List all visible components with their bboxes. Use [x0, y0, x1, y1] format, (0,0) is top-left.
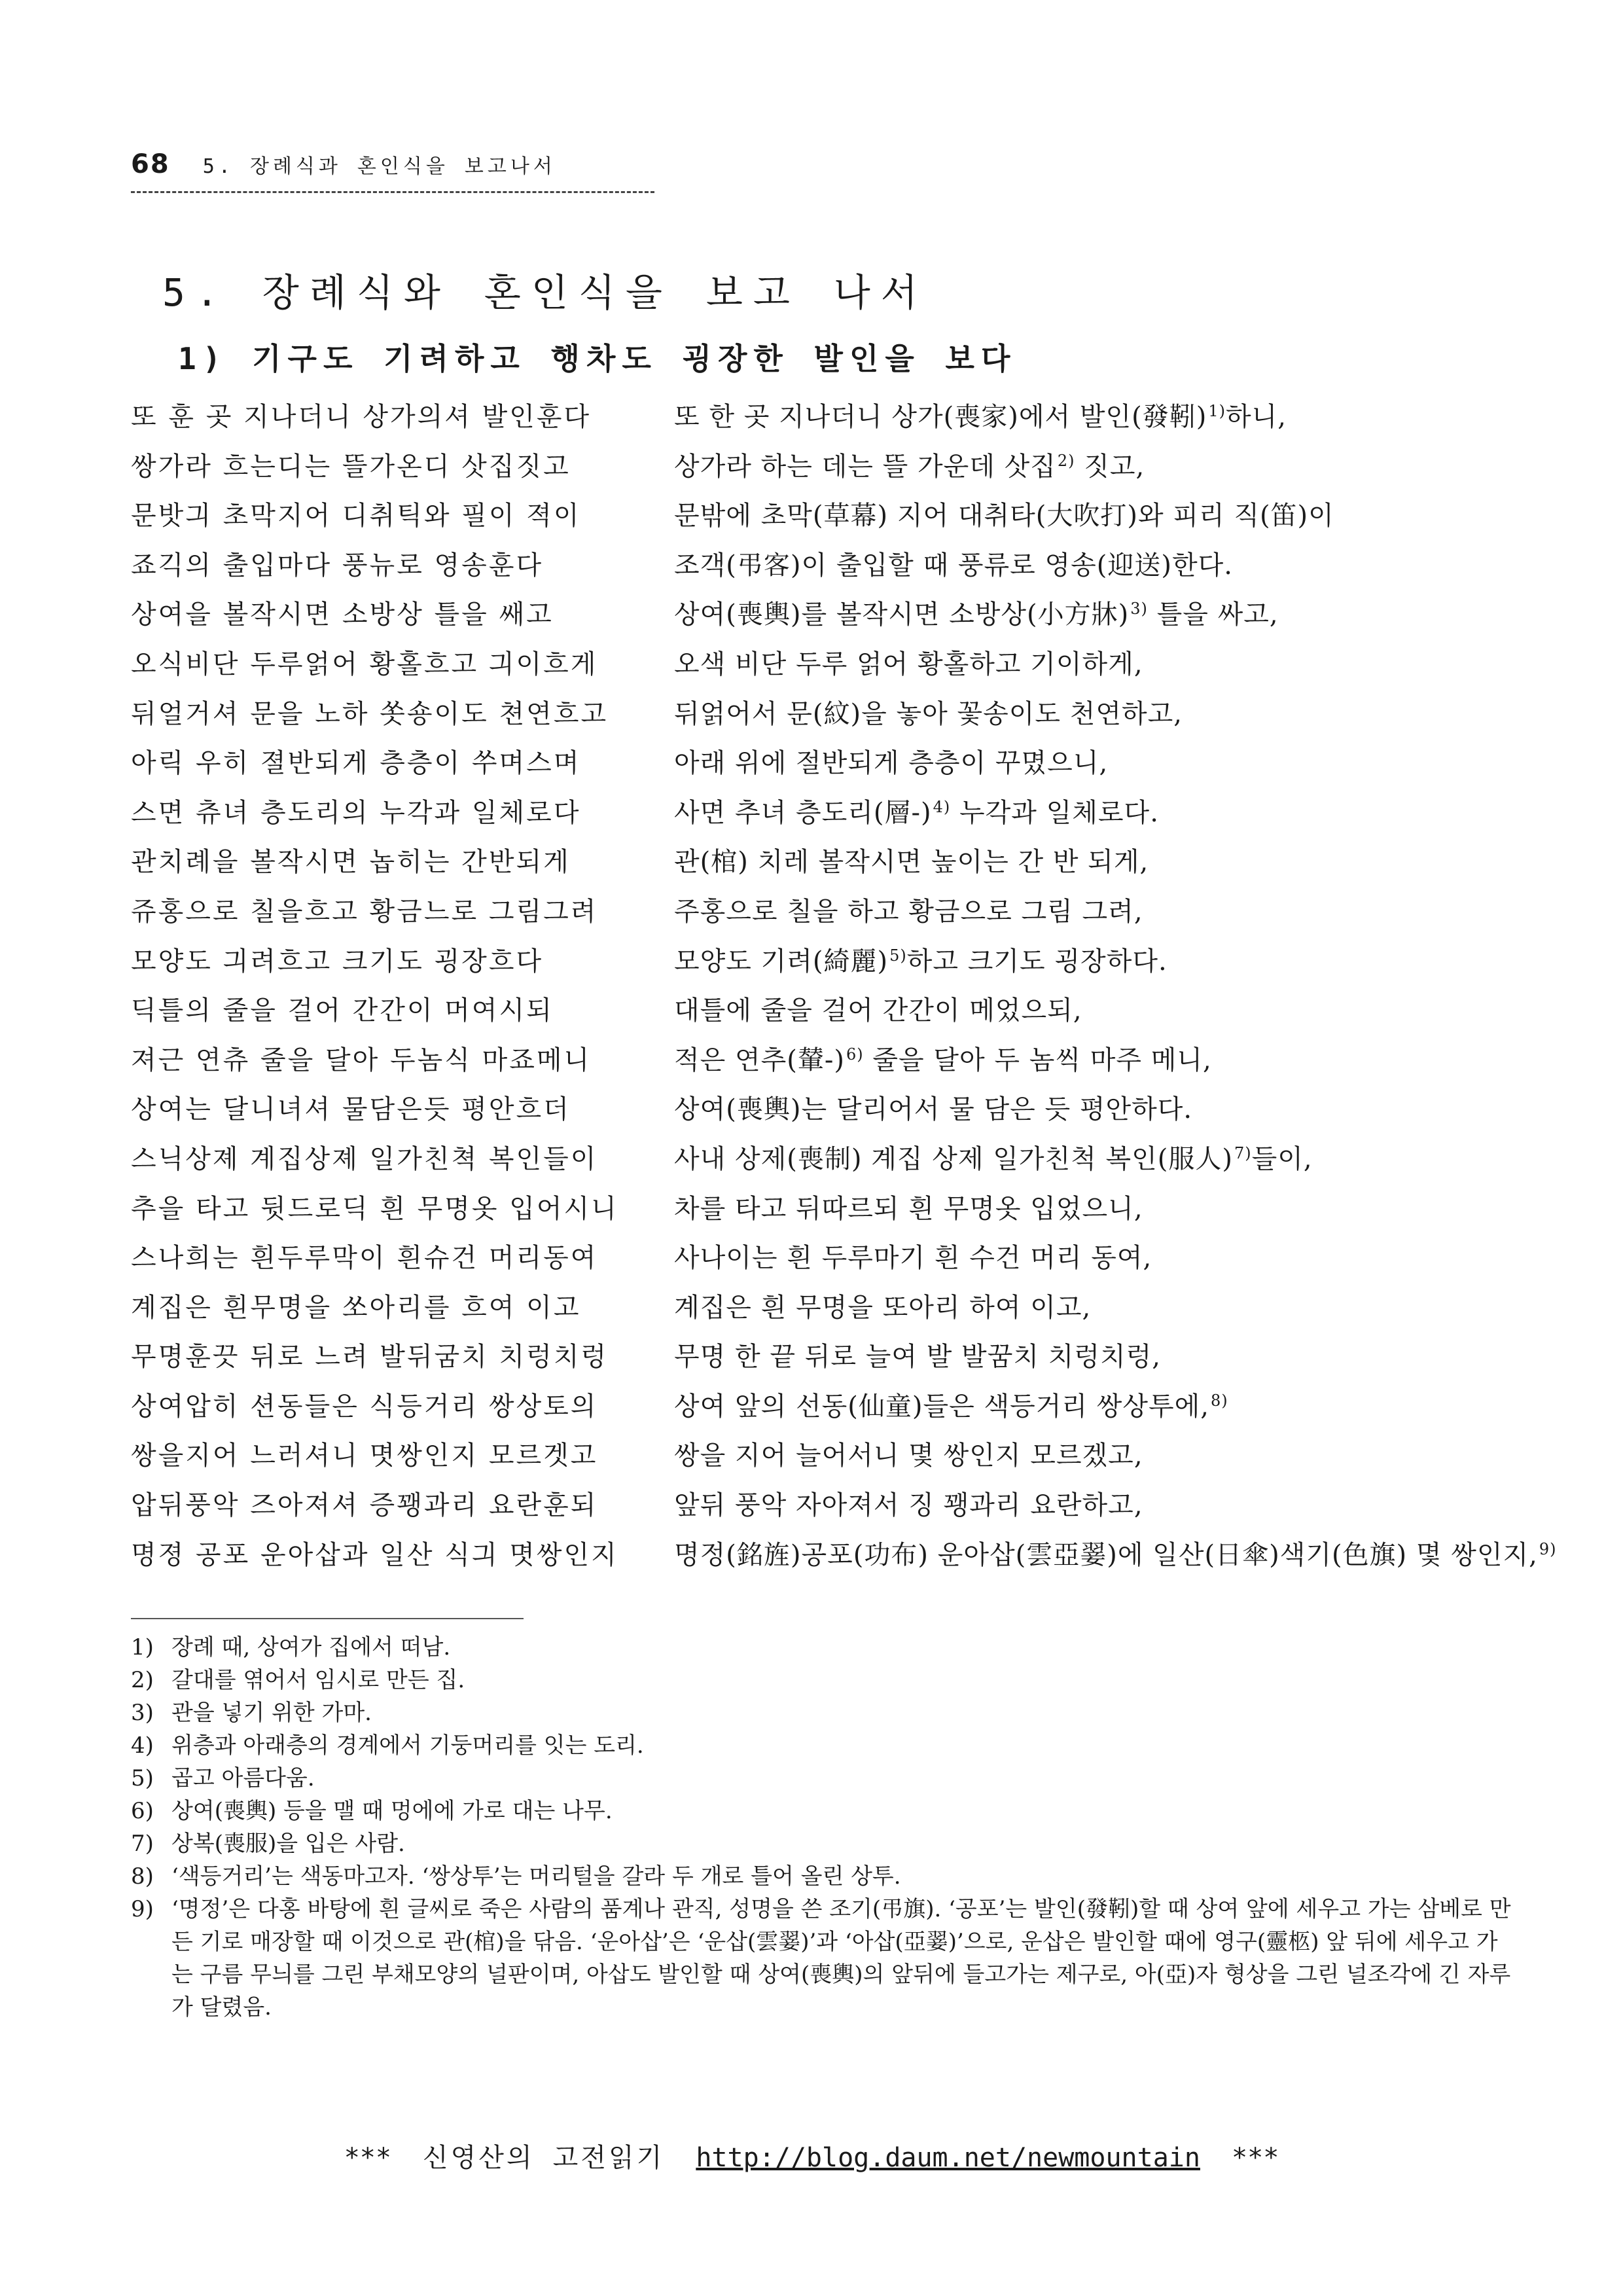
verse-original: 죠긱의 출입마다 풍뉴로 영송훈다 — [131, 550, 544, 581]
verse-modern-text: 대틀에 줄을 걸어 간간이 메었으되, — [674, 996, 1082, 1026]
page-number: 68 — [131, 149, 170, 179]
footnote-item — [131, 1696, 1512, 1729]
verse-modern — [674, 1135, 1313, 1185]
verse-modern-tail: 짓고, — [1075, 451, 1145, 482]
verse-row — [131, 1382, 1505, 1432]
verse-row — [131, 1283, 1505, 1333]
verse-modern-text: 무명 한 끝 뒤로 늘여 발 발꿈치 치렁치렁, — [674, 1342, 1161, 1372]
footnote-ref: 4) — [933, 797, 951, 816]
footnote-number: 7) — [131, 1831, 154, 1857]
page-footer — [0, 2137, 1623, 2174]
footnote-text: 곱고 아름다움. — [171, 1765, 315, 1791]
verse-row — [131, 541, 1505, 591]
verse-modern — [674, 1382, 1228, 1432]
verse-original: 스면 츄녀 층도리의 누각과 일체로다 — [131, 797, 581, 828]
verse-modern — [674, 1036, 1212, 1086]
verse-modern — [674, 1185, 1143, 1234]
footnote-number: 4) — [131, 1732, 154, 1759]
verse-original: 뒤얼거셔 문을 노하 쏫숑이도 쳔연흐고 — [131, 698, 609, 729]
verse-modern — [674, 541, 1233, 591]
verse-original: 아릭 우히 졀반되게 층층이 쑤며스며 — [131, 748, 581, 779]
verse-original: 계집은 흰무명을 쏘아리를 흐여 이고 — [131, 1292, 581, 1323]
verse-row — [131, 393, 1505, 442]
footer-stars-left: *** — [344, 2143, 391, 2173]
verse-modern — [674, 739, 1108, 789]
verse-row — [131, 1531, 1557, 1581]
verse-row — [131, 1481, 1505, 1531]
footnote-ref: 6) — [846, 1045, 864, 1064]
verse-modern — [674, 640, 1143, 690]
subsection-title: 1) 기구도 기려하고 행차도 굉장한 발인을 보다 — [178, 341, 1017, 376]
footnote-ref: 5) — [889, 946, 907, 965]
verse-original: 상여는 달니녀셔 물담은듯 평안흐더 — [131, 1094, 571, 1125]
verse-original: 상여압히 션동들은 식등거리 쌍상토의 — [131, 1391, 598, 1422]
footnote-item — [131, 1631, 1512, 1664]
verse-row — [131, 838, 1505, 888]
footnote-ref: 9) — [1539, 1539, 1557, 1558]
verse-modern-text: 명정(銘旌)공포(功布) 운아삽(雲亞翣)에 일산(日傘)색기(色旗) 몇 쌍인지, — [674, 1539, 1538, 1570]
header-divider — [131, 191, 654, 193]
running-header — [131, 149, 556, 179]
verse-modern-text: 상가라 하는 데는 뜰 가운데 삿집 — [674, 451, 1056, 482]
verse-modern-text: 모양도 기려(綺麗) — [674, 946, 889, 977]
verse-modern-text: 상여(喪輿)를 볼작시면 소방상(小方牀) — [674, 600, 1130, 630]
verse-row — [131, 1085, 1505, 1135]
footer-blog-link[interactable]: http://blog.daum.net/newmountain — [696, 2143, 1200, 2173]
verse-modern — [674, 838, 1149, 888]
verse-original: 오식비단 두루얽어 황홀흐고 긔이흐게 — [131, 649, 598, 679]
verse-row — [131, 1333, 1505, 1382]
footnote-number: 1) — [131, 1634, 154, 1660]
footnote-text: 갈대를 엮어서 임시로 만든 집. — [171, 1667, 465, 1693]
verse-modern-tail: 줄을 달아 두 놈씩 마주 메니, — [863, 1045, 1212, 1075]
verse-modern-text: 사내 상제(喪制) 계집 상제 일가친척 복인(服人) — [674, 1143, 1233, 1174]
verse-row — [131, 1135, 1505, 1185]
footnote-ref: 7) — [1234, 1143, 1252, 1162]
verse-modern-text: 뒤얽어서 문(紋)을 놓아 꽃송이도 천연하고, — [674, 698, 1183, 729]
footnote-text: 위층과 아래층의 경계에서 기둥머리를 잇는 도리. — [171, 1732, 644, 1759]
verse-row — [131, 1185, 1505, 1234]
verse-modern — [674, 986, 1082, 1036]
verse-modern-text: 문밖에 초막(草幕) 지어 대취타(大吹打)와 피리 직(笛)이 — [674, 501, 1334, 531]
verse-row — [131, 937, 1505, 987]
footnote-ref: 1) — [1208, 402, 1226, 420]
verse-modern-text: 오색 비단 두루 얽어 황홀하고 기이하게, — [674, 649, 1143, 679]
verse-row — [131, 442, 1505, 492]
footnote-ref: 3) — [1130, 600, 1148, 619]
verse-modern-text: 상여 앞의 선동(仙童)들은 색등거리 쌍상투에, — [674, 1391, 1210, 1422]
verse-modern — [674, 590, 1279, 640]
footnote-number: 3) — [131, 1700, 154, 1726]
footnote-number: 8) — [131, 1863, 154, 1890]
footnote-item — [131, 1827, 1512, 1860]
verse-modern-text: 앞뒤 풍악 자아져서 징 꽹과리 요란하고, — [674, 1490, 1143, 1521]
verse-row — [131, 640, 1505, 690]
verse-modern-text: 쌍을 지어 늘어서니 몇 쌍인지 모르겠고, — [674, 1441, 1143, 1471]
verse-modern — [674, 789, 1159, 838]
verse-modern-text: 차를 타고 뒤따르되 흰 무명옷 입었으니, — [674, 1193, 1143, 1224]
footnote-item — [131, 1664, 1512, 1696]
footnote-item — [131, 1860, 1512, 1893]
section-title: 5. 장례식와 혼인식을 보고 나서 — [162, 270, 928, 315]
verse-modern — [674, 442, 1145, 492]
verse-modern-tail: 하고 크기도 굉장하다. — [906, 946, 1168, 977]
verse-modern-text: 상여(喪輿)는 달리어서 물 담은 듯 평안하다. — [674, 1094, 1193, 1125]
verse-modern — [674, 1085, 1192, 1135]
footnote-item — [131, 1762, 1512, 1795]
footnote-ref: 8) — [1211, 1391, 1228, 1410]
footnotes — [131, 1631, 1512, 2024]
verse-modern-text: 아래 위에 절반되게 층층이 꾸몄으니, — [674, 748, 1109, 779]
verse-modern-tail: 하니, — [1225, 402, 1287, 432]
verse-row — [131, 690, 1505, 740]
running-title: 5. 장례식과 혼인식을 보고나서 — [202, 155, 556, 178]
footer-brand: 신영산의 고전읽기 — [423, 2143, 665, 2173]
verse-modern-text: 주홍으로 칠을 하고 황금으로 그림 그려, — [674, 896, 1143, 927]
verse-modern-tail: 누각과 일체로다. — [950, 797, 1159, 828]
verse-original: 모양도 긔려흐고 크기도 굉장흐다 — [131, 946, 544, 977]
verse-modern — [674, 1234, 1152, 1283]
verse-modern — [674, 393, 1287, 442]
footnote-item — [131, 1795, 1512, 1827]
footnote-text: 상복(喪服)을 입은 사람. — [171, 1831, 405, 1857]
footnote-item — [131, 1893, 1512, 2024]
verse-original: 압뒤풍악 즈아져셔 증꽹과리 요란훈되 — [131, 1490, 598, 1521]
verse-row — [131, 590, 1505, 640]
verse-modern — [674, 1333, 1161, 1382]
footnote-text: 장례 때, 상여가 집에서 떠남. — [171, 1634, 451, 1660]
verse-modern — [674, 888, 1143, 937]
verse-original: 상여을 볼작시면 소방상 틀을 쌔고 — [131, 600, 554, 630]
footnote-text: ‘명정’은 다홍 바탕에 흰 글씨로 죽은 사람의 품계나 관직, 성명을 쓴 조기(弔旗). ‘공포’는 발인(發靷)할 때 상여 앞에 세우고 가는 삼베로 만든 기로 매장할 때 이것으로 관(棺)을 닦음. ‘운아삽’은 ‘운삽(雲翣)’과 ‘아삽(亞翣)’으로, 운삽은 발인할 때에 영구(靈柩) 앞 뒤에 세우고 가는 구름 무늬를 그린 부채모양의 널판이며, 아삽도 발인할 때 상여(喪輿)의 앞뒤에 들고가는 제구로, 아(亞)자 형상을 그린 널조각에 긴 자루가 달렸음. — [171, 1896, 1511, 2020]
verse-original: 또 훈 곳 지나더니 상가의셔 발인훈다 — [131, 402, 592, 432]
footer-stars-right: *** — [1232, 2143, 1279, 2173]
verse-row — [131, 888, 1505, 937]
verse-modern — [674, 937, 1168, 987]
verse-modern — [674, 492, 1334, 541]
verse-modern — [674, 1431, 1143, 1481]
verse-modern-tail: 들이, — [1251, 1143, 1313, 1174]
footnote-item — [131, 1729, 1512, 1762]
footnote-ref: 2) — [1057, 451, 1075, 470]
verse-original: 쌍을지어 느러셔니 몃쌍인지 모르겟고 — [131, 1441, 598, 1471]
verse-table — [131, 393, 1557, 1580]
verse-row — [131, 1036, 1505, 1086]
verse-original: 스닉상졔 계집상졔 일가친쳑 복인들이 — [131, 1143, 598, 1174]
verse-modern — [674, 1531, 1557, 1581]
verse-row — [131, 492, 1505, 541]
footnote-text: 상여(喪輿) 등을 맬 때 멍에에 가로 대는 나무. — [171, 1798, 613, 1824]
verse-row — [131, 739, 1505, 789]
verse-modern — [674, 1481, 1143, 1531]
footnote-text: 관을 넣기 위한 가마. — [171, 1700, 372, 1726]
verse-original: 무명훈끗 뒤로 느려 발뒤굼치 치렁치렁 — [131, 1342, 609, 1372]
verse-row — [131, 986, 1505, 1036]
verse-row — [131, 1234, 1505, 1283]
footnote-number: 2) — [131, 1667, 154, 1693]
verse-original: 관치례을 볼작시면 놉히는 간반되게 — [131, 847, 571, 878]
verse-original: 명졍 공포 운아삽과 일산 식긔 몃쌍인지 — [131, 1539, 618, 1570]
verse-modern — [674, 1283, 1091, 1333]
verse-original: 추을 타고 뒷드로딕 흰 무명옷 입어시니 — [131, 1193, 618, 1224]
verse-modern-text: 관(棺) 치레 볼작시면 높이는 간 반 되게, — [674, 847, 1149, 878]
verse-original: 쥬홍으로 칠을흐고 황금느로 그림그려 — [131, 896, 598, 927]
verse-original: 스나희는 흰두루막이 흰슈건 머리동여 — [131, 1243, 598, 1274]
verse-original: 문밧긔 초막지어 디취틱와 필이 젹이 — [131, 501, 581, 531]
footnote-text: ‘색등거리’는 색동마고자. ‘쌍상투’는 머리털을 갈라 두 개로 틀어 올린 상투. — [171, 1863, 901, 1890]
footnote-number: 5) — [131, 1765, 154, 1791]
verse-modern — [674, 690, 1183, 740]
verse-original: 딕틀의 줄을 걸어 간간이 머여시되 — [131, 996, 554, 1026]
verse-original: 져근 연츄 줄을 달아 두놈식 마죠메니 — [131, 1045, 592, 1075]
footnote-divider — [131, 1618, 524, 1619]
verse-modern-text: 조객(弔客)이 출입할 때 풍류로 영송(迎送)한다. — [674, 550, 1233, 581]
verse-original: 쌍가라 흐는디는 뜰가온디 삿집짓고 — [131, 451, 571, 482]
footnote-number: 6) — [131, 1798, 154, 1824]
verse-modern-tail: 틀을 싸고, — [1147, 600, 1279, 630]
verse-modern-text: 계집은 흰 무명을 또아리 하여 이고, — [674, 1292, 1092, 1323]
footnote-number: 9) — [131, 1896, 154, 1922]
verse-modern-text: 적은 연추(輦-) — [674, 1045, 846, 1075]
verse-modern-text: 또 한 곳 지나더니 상가(喪家)에서 발인(發靷) — [674, 402, 1207, 432]
verse-modern-text: 사면 추녀 층도리(層-) — [674, 797, 932, 828]
verse-row — [131, 789, 1505, 838]
verse-modern-text: 사나이는 흰 두루마기 흰 수건 머리 동여, — [674, 1243, 1152, 1274]
verse-row — [131, 1431, 1505, 1481]
